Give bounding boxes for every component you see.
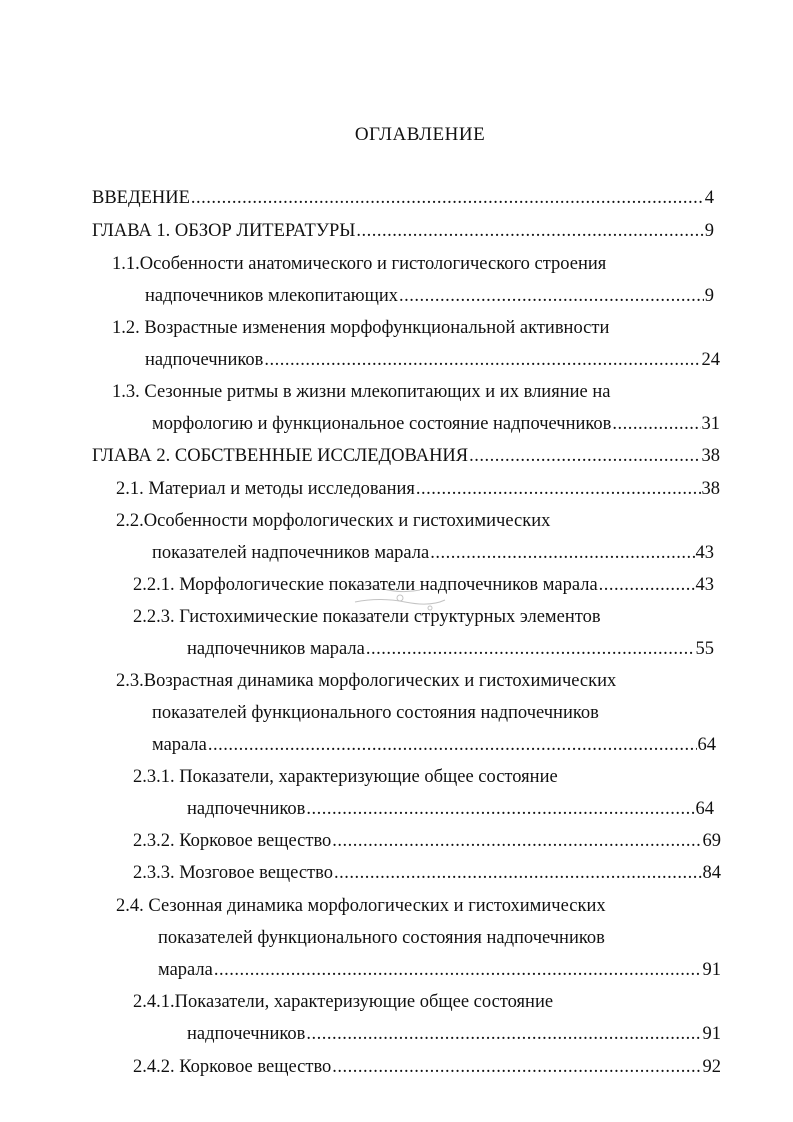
toc-entry-2-2-3-line1: 2.2.3. Гистохимические показатели структурных элементов: [133, 607, 601, 627]
toc-entry-text: надпочечников: [187, 1024, 306, 1044]
toc-entry-1-3-line1: 1.3. Сезонные ритмы в жизни млекопитающих и их влияние на: [112, 382, 611, 402]
toc-leader-dots: [599, 573, 695, 597]
toc-entry-text: 2.3.2. Корковое вещество: [133, 831, 332, 851]
toc-leader-dots: [356, 219, 703, 243]
toc-entry-2-2-1: [133, 573, 714, 597]
toc-leader-dots: [191, 186, 704, 210]
toc-entry-2-4-1: [187, 1022, 721, 1046]
toc-page-number: 91: [702, 960, 721, 980]
toc-page-number: 64: [695, 799, 714, 819]
toc-entry-text: 2.3.3. Мозговое вещество: [133, 863, 334, 883]
toc-entry-text: ГЛАВА 2. СОБСТВЕННЫЕ ИССЛЕДОВАНИЯ: [92, 446, 469, 466]
toc-leader-dots: [306, 797, 694, 821]
toc-page-number: 64: [697, 735, 716, 755]
toc-entry-2-4-2: [133, 1055, 721, 1079]
toc-leader-dots: [399, 284, 704, 308]
toc-leader-dots: [332, 829, 701, 853]
toc-entry-chapter-1: [92, 219, 714, 243]
toc-entry-2-3-1-line1: 2.3.1. Показатели, характеризующие общее состояние: [133, 767, 558, 787]
toc-entry-1-1: [145, 284, 714, 308]
toc-entry-text: морфологию и функциональное состояние надпочечников: [152, 414, 612, 434]
toc-entry-1-2: [145, 348, 720, 372]
toc-entry-text: надпочечников млекопитающих: [145, 286, 399, 306]
toc-entry-text: надпочечников марала: [187, 639, 365, 659]
toc-leader-dots: [366, 637, 695, 661]
toc-entry-2-3-3: [133, 861, 721, 885]
toc-leader-dots: [332, 1055, 701, 1079]
toc-leader-dots: [264, 348, 700, 372]
toc-entry-2-4: [158, 958, 721, 982]
toc-page-number: 43: [695, 543, 714, 563]
toc-leader-dots: [214, 958, 702, 982]
toc-page-number: 38: [701, 446, 720, 466]
toc-entry-text: надпочечников: [187, 799, 306, 819]
toc-page-number: 24: [701, 350, 720, 370]
toc-entry-2-3-line2: показателей функционального состояния надпочечников: [152, 703, 599, 723]
toc-entry-1-2-line1: 1.2. Возрастные изменения морфофункциональной активности: [112, 318, 610, 338]
toc-entry-2-3-1: [187, 797, 714, 821]
toc-entry-text: марала: [158, 960, 213, 980]
toc-entry-2-4-line2: показателей функционального состояния надпочечников: [158, 928, 605, 948]
toc-entry-2-2-line1: 2.2.Особенности морфологических и гистохимических: [116, 511, 551, 531]
toc-page-number: 31: [701, 414, 720, 434]
toc-leader-dots: [469, 444, 700, 468]
toc-entry-1-3: [152, 412, 720, 436]
toc-leader-dots: [306, 1022, 701, 1046]
toc-entry-2-2: [152, 541, 714, 565]
toc-entry-text: марала: [152, 735, 207, 755]
toc-entry-text: ГЛАВА 1. ОБЗОР ЛИТЕРАТУРЫ: [92, 221, 356, 241]
toc-entry-chapter-2: [92, 444, 720, 468]
toc-page-number: 69: [702, 831, 721, 851]
toc-entry-2-2-3: [187, 637, 714, 661]
toc-entry-2-3: [152, 733, 716, 757]
toc-entry-text: 2.2.1. Морфологические показатели надпочечников марала: [133, 575, 598, 595]
toc-entry-2-4-line1: 2.4. Сезонная динамика морфологических и гистохимических: [116, 896, 606, 916]
toc-entry-2-1: [116, 477, 720, 501]
toc-page-number: 4: [704, 188, 714, 208]
toc-entry-text: надпочечников: [145, 350, 264, 370]
toc-page-number: 91: [702, 1024, 721, 1044]
toc-entry-text: 2.1. Материал и методы исследования: [116, 479, 415, 499]
toc-page-number: 43: [695, 575, 714, 595]
toc-page-number: 55: [695, 639, 714, 659]
toc-entry-text: 2.4.2. Корковое вещество: [133, 1057, 332, 1077]
toc-leader-dots: [334, 861, 701, 885]
toc-entry-text: ВВЕДЕНИЕ: [92, 188, 190, 208]
toc-entry-introduction: [92, 186, 714, 210]
toc-leader-dots: [208, 733, 697, 757]
toc-page-number: 92: [702, 1057, 721, 1077]
toc-page-number: 9: [704, 221, 714, 241]
toc-entry-text: показателей надпочечников марала: [152, 543, 430, 563]
toc-entry-2-4-1-line1: 2.4.1.Показатели, характеризующие общее состояние: [133, 992, 554, 1012]
toc-leader-dots: [612, 412, 700, 436]
toc-entry-2-3-2: [133, 829, 721, 853]
toc-entry-1-1-line1: 1.1.Особенности анатомического и гистологического строения: [112, 254, 607, 274]
toc-leader-dots: [430, 541, 694, 565]
toc-page-number: 9: [704, 286, 714, 306]
toc-page-number: 84: [702, 863, 721, 883]
toc-page-number: 38: [701, 479, 720, 499]
toc-entry-2-3-line1: 2.3.Возрастная динамика морфологических и гистохимических: [116, 671, 617, 691]
page-title: ОГЛАВЛЕНИЕ: [354, 124, 486, 145]
toc-leader-dots: [416, 477, 701, 501]
